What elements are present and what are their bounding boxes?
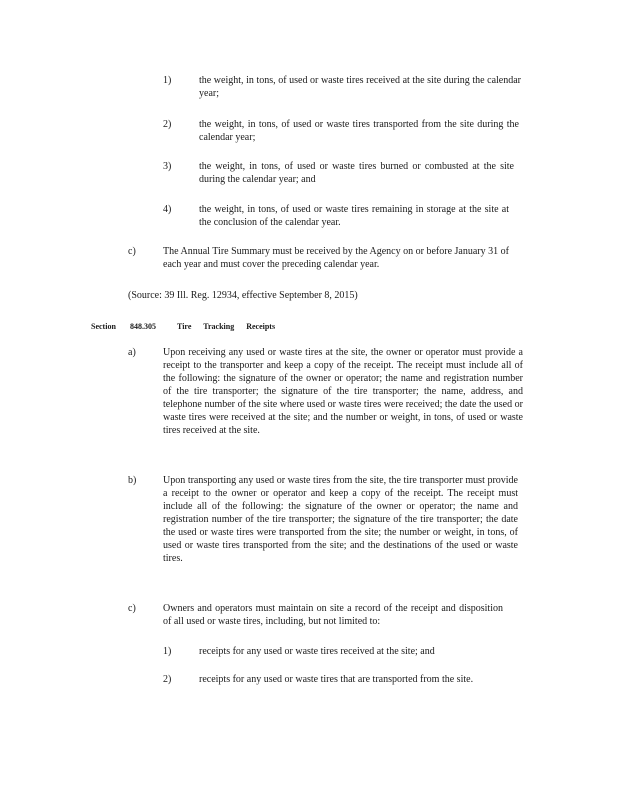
sub-item-number: 2) bbox=[163, 119, 172, 130]
item-text: The Annual Tire Summary must be received by the Agency on or before January 31 of each year and must cover the preceding calendar year. bbox=[163, 246, 509, 270]
item-letter: c) bbox=[128, 603, 136, 614]
sub-item-number: 1) bbox=[163, 646, 172, 657]
section-label: Section bbox=[91, 322, 116, 331]
item-text: Upon transporting any used or waste tires from the site, the tire transporter must provide a receipt to the owner or operator and keep a copy of the receipt. The receipt must include all of the following: the signature of the owner or operator; the name and registration number of the tire transporter; the signature of the tire transporter; the date the used or waste tires were transported from the site; the number or weight, in tons, of used or waste tires transported from the site; and the destinations of the used or waste tires. bbox=[163, 475, 518, 564]
item-letter: a) bbox=[128, 347, 136, 358]
sub-item-text: the weight, in tons, of used or waste tires received at the site during the calendar year; bbox=[199, 75, 521, 99]
sub-item-number: 2) bbox=[163, 674, 172, 685]
item-letter: c) bbox=[128, 246, 136, 257]
section-number: 848.305 bbox=[130, 322, 156, 331]
sub-item-text: receipts for any used or waste tires that are transported from the site. bbox=[199, 674, 474, 685]
sub-item-text: the weight, in tons, of used or waste tires transported from the site during the calendar year; bbox=[199, 119, 519, 143]
section-title: Tire Tracking Receipts bbox=[177, 322, 276, 331]
item-letter: b) bbox=[128, 475, 137, 486]
item-text: Owners and operators must maintain on site a record of the receipt and disposition of all used or waste tires, including, but not limited to: bbox=[163, 603, 503, 627]
sub-item-number: 1) bbox=[163, 75, 172, 86]
sub-item-number: 4) bbox=[163, 204, 172, 215]
sub-item-text: receipts for any used or waste tires received at the site; and bbox=[199, 646, 435, 657]
item-text: Upon receiving any used or waste tires at the site, the owner or operator must provide a receipt to the transporter and keep a copy of the receipt. The receipt must include all of the following: the signature of the owner or operator; the name and registration number of the tire transporter; the signature of the tire transporter; the name, address, and telephone number of the site where used or waste tires were received; the date the used or waste tires were received at the site; and the number or weight, in tons, of used or waste tires received at the site. bbox=[163, 347, 523, 436]
sub-item-text: the weight, in tons, of used or waste tires remaining in storage at the site at the conclusion of the calendar year. bbox=[199, 204, 509, 228]
sub-item-number: 3) bbox=[163, 161, 172, 172]
sub-item-text: the weight, in tons, of used or waste tires burned or combusted at the site during the calendar year; and bbox=[199, 161, 514, 185]
source-note: (Source: 39 Ill. Reg. 12934, effective September 8, 2015) bbox=[128, 290, 358, 301]
